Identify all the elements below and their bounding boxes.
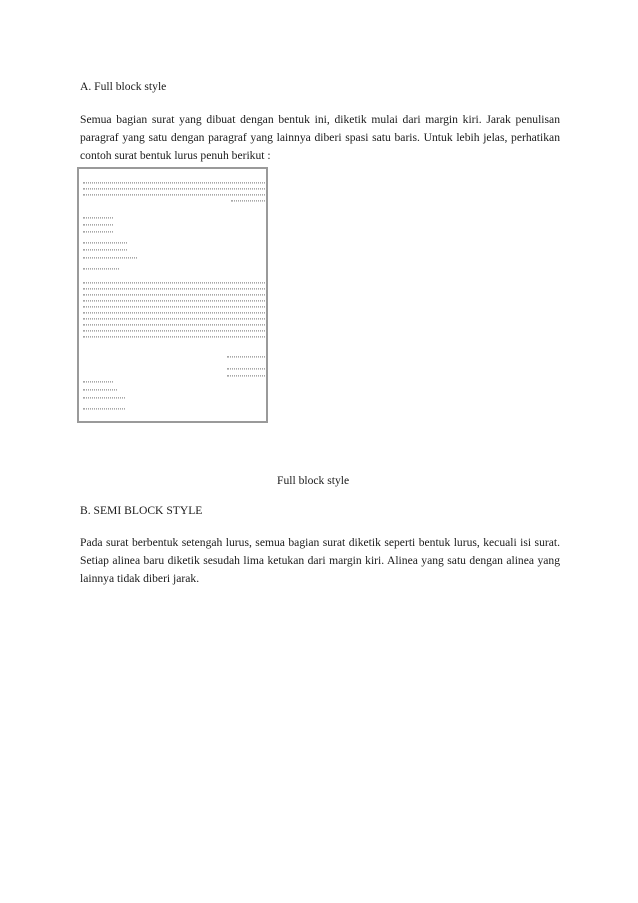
enclosure-line (83, 408, 125, 410)
closing-line (227, 356, 265, 358)
section-b-paragraph: Pada surat berbentuk setengah lurus, semua bagian surat diketik seperti bentuk lurus, kecuali isi surat. Setiap alinea baru diketik sesudah lima ketukan dari margin kiri. Alinea yang satu dengan alinea yang lainnya tidak diberi jarak. (80, 536, 560, 585)
address-line (83, 257, 137, 259)
body-line (83, 336, 265, 338)
section-b-heading: B. SEMI BLOCK STYLE (80, 504, 203, 517)
address-line (83, 217, 113, 219)
enclosure-line (83, 381, 113, 383)
address-line (83, 224, 113, 226)
body-line (83, 330, 265, 332)
section-a-paragraph: Semua bagian surat yang dibuat dengan bentuk ini, diketik mulai dari margin kiri. Jarak penulisan paragraf yang satu dengan paragraf yang lainnya diberi spasi satu baris. Untuk lebih jelas, perhatikan contoh surat bentuk lurus penuh berikut : (80, 113, 560, 162)
body-line (83, 294, 265, 296)
closing-line (227, 368, 265, 370)
letterhead-line (83, 188, 265, 190)
section-a-heading: A. Full block style (80, 80, 167, 93)
body-line (83, 282, 265, 284)
body-line (83, 312, 265, 314)
body-line (83, 288, 265, 290)
letterhead-line (83, 182, 265, 184)
body-line (83, 306, 265, 308)
enclosure-line (83, 397, 125, 399)
body-line (83, 318, 265, 320)
body-line (83, 324, 265, 326)
salutation-line (83, 268, 119, 270)
address-line (83, 231, 113, 233)
date-line (231, 200, 265, 202)
body-line (83, 300, 265, 302)
address-line (83, 242, 127, 244)
enclosure-line (83, 389, 117, 391)
letterhead-line (83, 194, 265, 196)
figure-caption: Full block style (277, 474, 350, 487)
closing-line (227, 375, 265, 377)
address-line (83, 249, 127, 251)
full-block-letter-illustration (77, 167, 268, 423)
